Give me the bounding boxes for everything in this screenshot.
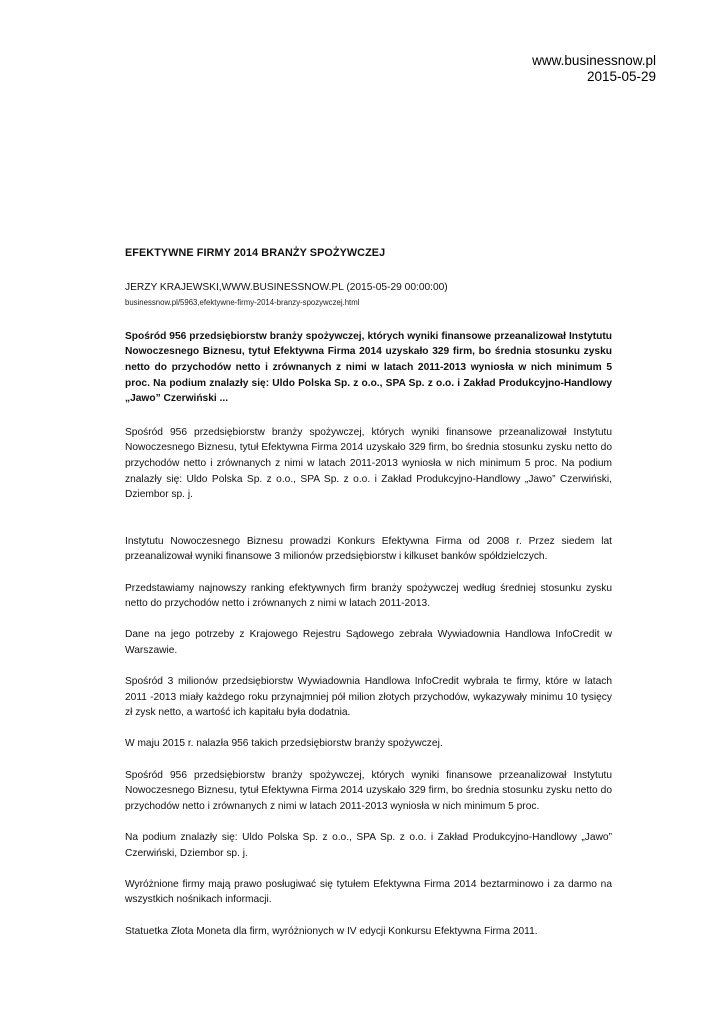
site-name: www.businessnow.pl — [532, 53, 656, 68]
article-url: businessnow.pl/5963,efektywne-firmy-2014-branzy-spozywczej.html — [125, 298, 360, 308]
paragraph: Instytutu Nowoczesnego Biznesu prowadzi Konkurs Efektywna Firma od 2008 r. Przez siedem lat przeanalizował wyniki finansowe 3 milionów przedsiębiorstw i kilkuset banków spółdzielczych. — [125, 535, 612, 563]
paragraph: W maju 2015 r. nalazła 956 takich przedsiębiorstw branży spożywczej. — [125, 738, 443, 750]
publication-date: 2015-05-29 — [586, 69, 656, 84]
paragraph: Spośród 956 przedsiębiorstw branży spożywczej, których wyniki finansowe przeanalizował Instytutu Nowoczesnego Biznesu, tytuł Efektywna Firma 2014 uzyskało 329 firm, bo średnia stosunku zysku netto do przychodów netto i zrównanych z nimi w latach 2011-2013 wyniosła w nich minimum 5 proc. — [125, 769, 612, 812]
paragraph: Wyróżnione firmy mają prawo posługiwać się tytułem Efektywna Firma 2014 beztarminowo i za darmo na wszystkich nośnikach informacji. — [125, 878, 612, 906]
paragraph: Dane na jego potrzeby z Krajowego Rejestru Sądowego zebrała Wywiadownia Handlowa InfoCredit w Warszawie. — [125, 629, 612, 656]
paragraph: Statuetka Złota Moneta dla firm, wyróżnionych w IV edycji Konkursu Efektywna Firma 2011. — [125, 925, 538, 937]
article — [125, 246, 612, 955]
paragraph: Spośród 956 przedsiębiorstw branży spożywczej, których wyniki finansowe przeanalizował Instytutu Nowoczesnego Biznesu, tytuł Efektywna Firma 2014 uzyskało 329 firm, bo średnia stosunku zysku netto do przychodów netto i zrównanych z nimi w latach 2011-2013 wyniosła w nich minimum 5 proc. Na podium znalazły się: Uldo Polska Sp. z o.o., SPA Sp. z o.o. i Zakład Produkcyjno-Handlowy „Jawo” Czerwiński, Dziembor sp. j. — [125, 426, 612, 501]
author-line: JERZY KRAJEWSKI,WWW.BUSINESSNOW.PL (2015-05-29 00:00:00) — [125, 281, 448, 293]
paragraph: Spośród 3 milionów przedsiębiorstw Wywiadownia Handlowa InfoCredit wybrała te firmy, które w latach 2011 -2013 miały każdego roku przynajmniej pół milion złotych przychodów, wykazywały minimu 10 tysięcy zł zysk netto, a wartość ich kapitału była dodatnia. — [125, 676, 612, 719]
article-title: EFEKTYWNE FIRMY 2014 BRANŻY SPOŻYWCZEJ — [125, 247, 386, 259]
article-lead: Spośród 956 przedsiębiorstw branży spożywczej, których wyniki finansowe przeanalizował Instytutu Nowoczesnego Biznesu, tytuł Efektywna Firma 2014 uzyskało 329 firm, bo średnia stosunku zysku netto do przychodów netto i zrównanych z nimi w latach 2011-2013 wyniosła w nich minimum 5 proc. Na podium znalazły się: Uldo Polska Sp. z o.o., SPA Sp. z o.o. i Zakład Produkcyjno-Handlowy „Jawo” Czerwiński ... — [125, 330, 612, 405]
page-header — [532, 53, 656, 85]
paragraph: Przedstawiamy najnowszy ranking efektywnych firm branży spożywczej według średniej stosunku zysku netto do przychodów netto i zrównanych z nimi w latach 2011-2013. — [125, 582, 612, 610]
paragraph: Na podium znalazły się: Uldo Polska Sp. z o.o., SPA Sp. z o.o. i Zakład Produkcyjno-Handlowy „Jawo” Czerwiński, Dziembor sp. j. — [125, 832, 612, 859]
